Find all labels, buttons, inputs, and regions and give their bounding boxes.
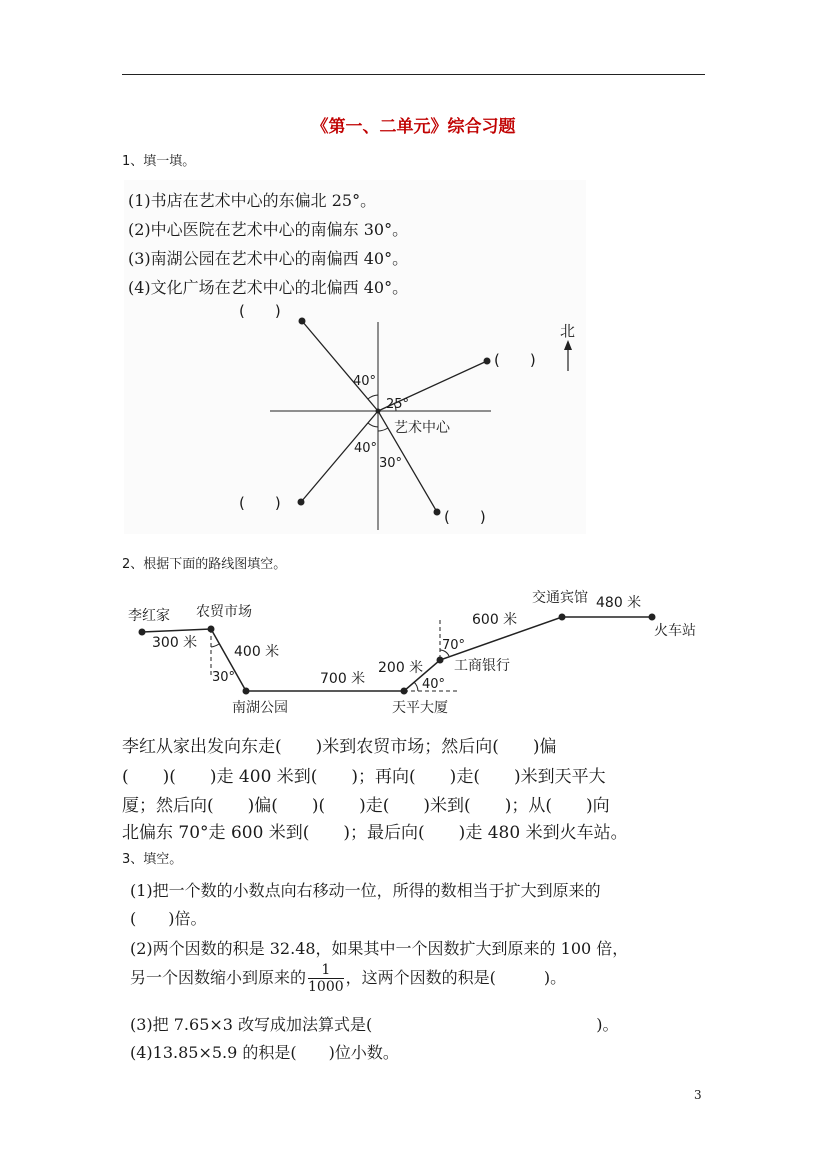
point-station [649,614,656,621]
label-station: 火车站 [654,623,696,639]
q1-heading: 1、填一填。 [122,154,196,169]
label-market: 农贸市场 [196,604,252,620]
point-south-east [434,509,441,516]
q3-item2-line1: (2)两个因数的积是 32.48，如果其中一个因数扩大到原来的 100 倍， [130,939,629,958]
point-home [139,629,146,636]
label-bank: 工商银行 [454,658,510,674]
angle-label-25: 25° [386,397,410,412]
point-east-north [484,358,491,365]
q2-text-line-3: 厦；然后向( )偏( )( )走( )米到( )；从( )向 [122,796,610,816]
q2-text-line-4: 北偏东 70°走 600 米到( )；最后向( )走 480 米到火车站。 [122,823,628,843]
q1-statement-1: (1)书店在艺术中心的东偏北 25°。 [128,191,377,210]
compass-diagram [124,180,586,534]
q1-figure [124,180,586,534]
dist-400: 400 米 [234,644,280,660]
blank-southwest: ( ) [239,494,281,512]
fraction-denominator: 1000 [308,979,344,995]
north-arrow-head [564,340,572,350]
q2-text-line-2: ( )( )走 400 米到( )；再向( )走( )米到天平大 [122,767,606,787]
q3-item2-line2 [130,962,566,995]
blank-east-north: ( ) [494,351,536,369]
route-map [122,580,712,720]
dist-700: 700 米 [320,671,366,687]
label-hotel: 交通宾馆 [532,590,588,606]
arc-40-south [368,423,378,427]
dist-480: 480 米 [596,595,642,611]
angle-label-70: 70° [442,638,466,653]
arc-30 [378,428,388,431]
q3-item1-line1: (1)把一个数的小数点向右移动一位，所得的数相当于扩大到原来的 [130,881,601,900]
q3-item4: (4)13.85×5.9 的积是( )位小数。 [130,1043,399,1062]
arc-30-route [211,644,219,647]
ray-southwest [301,411,378,502]
label-home: 李红家 [128,608,170,624]
angle-label-40-route: 40° [422,677,446,692]
blank-northwest: ( ) [239,302,281,320]
q1-statement-3: (3)南湖公园在艺术中心的南偏西 40°。 [128,249,409,268]
blank-south-east: ( ) [444,508,486,526]
point-southwest [298,499,305,506]
point-park [243,688,250,695]
angle-label-30-route: 30° [212,670,236,685]
point-hotel [559,614,566,621]
q3-heading: 3、填空。 [122,852,183,867]
angle-label-40-south: 40° [354,441,378,456]
header-rule [122,74,705,75]
fraction [308,962,344,995]
dist-200: 200 米 [378,660,424,676]
angle-label-40-north: 40° [353,374,377,389]
q3-item2-text-after: ，这两个因数的积是( )。 [345,968,567,987]
q3-item2-text-before: 另一个因数缩小到原来的 [130,968,307,987]
north-label: 北 [560,322,576,340]
dist-600: 600 米 [472,612,518,628]
q1-statement-4: (4)文化广场在艺术中心的北偏西 40°。 [128,278,409,297]
label-park: 南湖公园 [232,700,288,716]
center-point [376,409,381,414]
point-northwest [299,318,306,325]
center-label: 艺术中心 [394,420,450,436]
angle-label-30: 30° [379,456,403,471]
q3-item1-line2: ( )倍。 [130,909,207,928]
q1-statement-2: (2)中心医院在艺术中心的南偏东 30°。 [128,220,409,239]
arc-40-north [368,395,378,399]
q2-text-line-1: 李红从家出发向东走( )米到农贸市场；然后向( )偏 [122,737,557,757]
label-tower: 天平大厦 [392,700,448,716]
q3-item3: (3)把 7.65×3 改写成加法算式是( )。 [130,1015,619,1034]
fraction-numerator: 1 [308,962,344,979]
arc-40-route [414,682,418,691]
q2-heading: 2、根据下面的路线图填空。 [122,557,287,572]
ray-northwest [302,321,378,411]
page-number: 3 [694,1088,702,1102]
dist-300: 300 米 [152,635,198,651]
page-title: 《第一、二单元》综合习题 [311,117,516,137]
